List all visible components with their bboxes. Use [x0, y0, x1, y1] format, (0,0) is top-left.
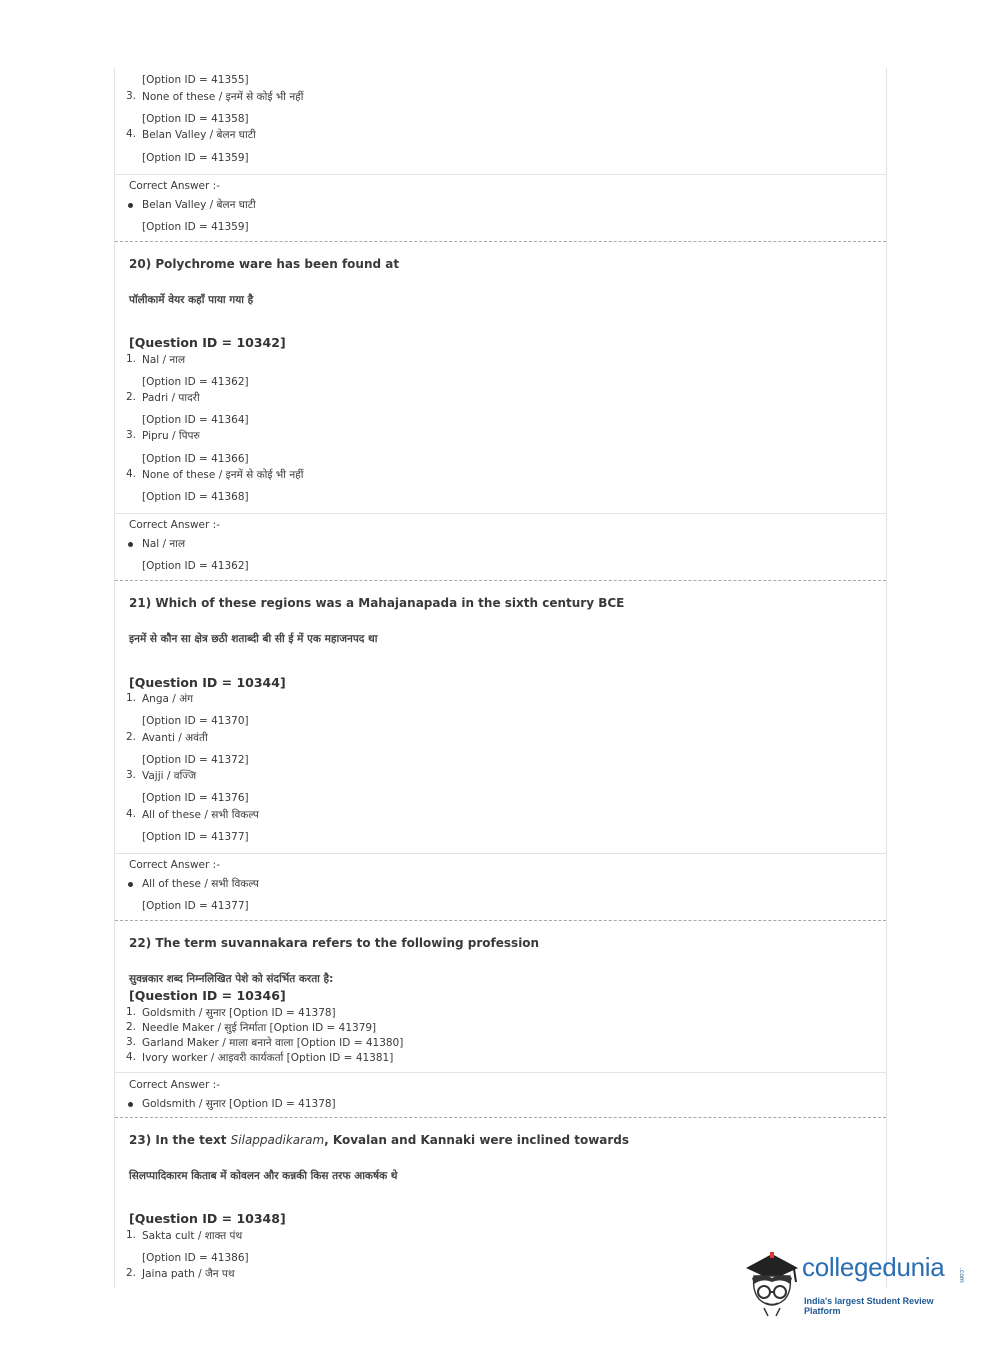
question-separator	[115, 241, 886, 242]
q20-option4-text: None of these / इनमें से कोई भी नहीं	[142, 469, 304, 481]
q22-option4-number: 4.	[126, 1051, 137, 1063]
q21-option1-id: [Option ID = 41370]	[142, 715, 249, 727]
document-page	[114, 68, 887, 1288]
q21-option3-text: Vajji / वज्जि	[142, 770, 197, 782]
q20-option3-number: 3.	[126, 429, 137, 441]
q22-option1-text: Goldsmith / सुनार [Option ID = 41378]	[142, 1007, 336, 1019]
q21-correct-answer-text: All of these / सभी विकल्प	[142, 878, 259, 890]
bullet-icon	[128, 1102, 133, 1107]
q20-option2-number: 2.	[126, 391, 137, 403]
q20-correct-answer-text: Nal / नाल	[142, 538, 186, 550]
q23-title	[129, 1133, 629, 1147]
q19-correct-answer-id: [Option ID = 41359]	[142, 221, 249, 233]
q21-question-id: [Question ID = 10344]	[129, 675, 286, 690]
q21-option2-number: 2.	[126, 731, 137, 743]
q20-option2-id: [Option ID = 41364]	[142, 414, 249, 426]
q20-option4-id: [Option ID = 41368]	[142, 491, 249, 503]
q22-hindi: सुवन्नकार शब्द निम्नलिखित पेशे को संदर्भित करता है:	[129, 973, 334, 985]
q20-option3-id: [Option ID = 41366]	[142, 453, 249, 465]
question-separator	[115, 1117, 886, 1118]
q23-title-suffix: , Kovalan and Kannaki were inclined towards	[324, 1133, 630, 1147]
q23-hindi: सिलप्पादिकारम किताब में कोवलन और कन्नकी किस तरफ आकर्षक थे	[129, 1170, 398, 1182]
q21-option1-text: Anga / अंग	[142, 693, 194, 705]
q21-correct-answer-label: Correct Answer :-	[129, 859, 220, 871]
q22-correct-answer-text: Goldsmith / सुनार [Option ID = 41378]	[142, 1098, 336, 1110]
q22-question-id: [Question ID = 10346]	[129, 988, 286, 1003]
q19-option4-text: Belan Valley / बेलन घाटी	[142, 129, 256, 141]
q23-title-prefix: 23) In the text	[129, 1133, 231, 1147]
q21-option4-text: All of these / सभी विकल्प	[142, 809, 259, 821]
q19-option3-number: 3.	[126, 90, 137, 102]
q22-title: 22) The term suvannakara refers to the following profession	[129, 936, 540, 950]
mascot-icon	[742, 1248, 802, 1318]
logo-wordmark: collegedunia	[802, 1252, 945, 1282]
q19-option4-number: 4.	[126, 128, 137, 140]
q23-option2-text: Jaina path / जैन पथ	[142, 1268, 235, 1280]
q21-correct-answer-id: [Option ID = 41377]	[142, 900, 249, 912]
logo-tagline: India's largest Student Review Platform	[804, 1296, 934, 1316]
q19-correct-answer-label: Correct Answer :-	[129, 180, 220, 192]
q22-option2-number: 2.	[126, 1021, 137, 1033]
q20-question-id: [Question ID = 10342]	[129, 335, 286, 350]
q20-option2-text: Padri / पादरी	[142, 392, 200, 404]
q23-title-italic: Silappadikaram	[230, 1133, 325, 1147]
q21-option2-text: Avanti / अवंती	[142, 732, 208, 744]
q19-option3-id: [Option ID = 41358]	[142, 113, 249, 125]
q20-correct-answer-label: Correct Answer :-	[129, 519, 220, 531]
q20-hindi: पॉलीकार्मे वेयर कहाँ पाया गया है	[129, 294, 254, 306]
q23-option2-number: 2.	[126, 1267, 137, 1279]
bullet-icon	[128, 203, 133, 208]
bullet-icon	[128, 882, 133, 887]
divider	[115, 174, 886, 175]
q20-option1-id: [Option ID = 41362]	[142, 376, 249, 388]
q23-option1-number: 1.	[126, 1229, 137, 1241]
q21-option2-id: [Option ID = 41372]	[142, 754, 249, 766]
bullet-icon	[128, 542, 133, 547]
logo-com: .com	[958, 1268, 965, 1283]
q22-option2-text: Needle Maker / सुई निर्माता [Option ID = 41379]	[142, 1022, 377, 1034]
q21-option4-id: [Option ID = 41377]	[142, 831, 249, 843]
q19-option3-text: None of these / इनमें से कोई भी नहीं	[142, 91, 304, 103]
q21-option3-id: [Option ID = 41376]	[142, 792, 249, 804]
q22-option4-text: Ivory worker / आइवरी कार्यकर्ता [Option ID = 41381]	[142, 1052, 394, 1064]
question-separator	[115, 580, 886, 581]
q20-option4-number: 4.	[126, 468, 137, 480]
question-separator	[115, 920, 886, 921]
q21-option4-number: 4.	[126, 808, 137, 820]
q23-question-id: [Question ID = 10348]	[129, 1211, 286, 1226]
q21-option3-number: 3.	[126, 769, 137, 781]
q23-option1-id: [Option ID = 41386]	[142, 1252, 249, 1264]
q20-correct-answer-id: [Option ID = 41362]	[142, 560, 249, 572]
q23-option1-text: Sakta cult / शाक्त पंथ	[142, 1230, 243, 1242]
q20-option1-number: 1.	[126, 353, 137, 365]
collegedunia-logo	[742, 1248, 972, 1320]
q19-correct-answer-text: Belan Valley / बेलन घाटी	[142, 199, 256, 211]
q22-option3-text: Garland Maker / माला बनाने वाला [Option ID = 41380]	[142, 1037, 404, 1049]
q22-correct-answer-label: Correct Answer :-	[129, 1079, 220, 1091]
divider	[115, 853, 886, 854]
divider	[115, 1072, 886, 1073]
q22-option1-number: 1.	[126, 1006, 137, 1018]
q20-option1-text: Nal / नाल	[142, 354, 186, 366]
q20-option3-text: Pipru / पिपरु	[142, 430, 200, 442]
q19-option2-id: [Option ID = 41355]	[142, 74, 249, 86]
q21-option1-number: 1.	[126, 692, 137, 704]
q20-title: 20) Polychrome ware has been found at	[129, 257, 400, 271]
q21-title: 21) Which of these regions was a Mahajanapada in the sixth century BCE	[129, 596, 625, 610]
q22-option3-number: 3.	[126, 1036, 137, 1048]
divider	[115, 513, 886, 514]
q21-hindi: इनमें से कौन सा क्षेत्र छठी शताब्दी बी सी ई में एक महाजनपद था	[129, 633, 378, 645]
q19-option4-id: [Option ID = 41359]	[142, 152, 249, 164]
